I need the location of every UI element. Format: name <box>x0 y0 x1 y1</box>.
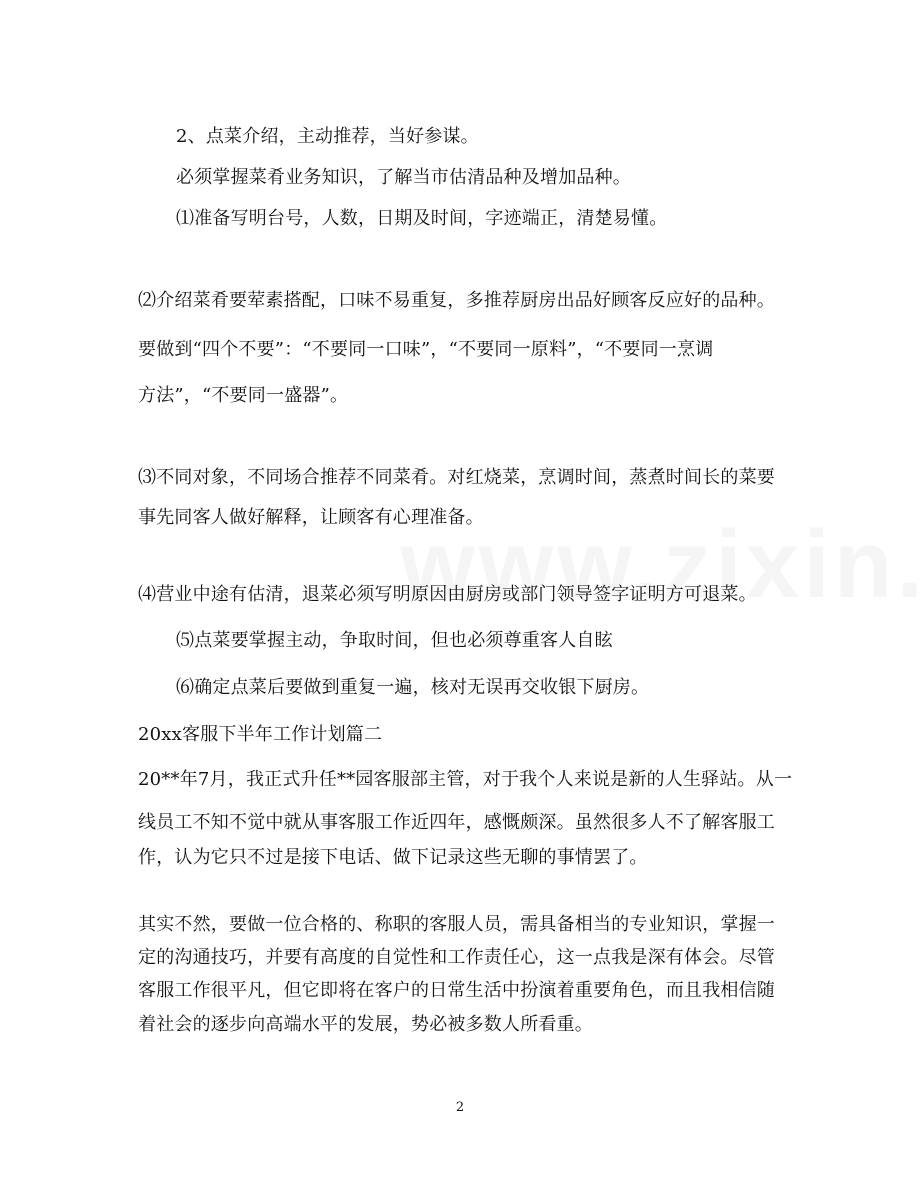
text-line: 作，认为它只不过是接下电话、做下记录这些无聊的事情罢了。 <box>138 847 648 868</box>
text-line: 其实不然，要做一位合格的、称职的客服人员，需具备相当的专业知识，掌握一 <box>138 914 775 935</box>
text-line: ⑵介绍菜肴要荤素搭配，口味不易重复，多推荐厨房出品好顾客反应好的品种。 <box>138 290 775 311</box>
section-heading: 20xx客服下半年工作计划篇二 <box>138 724 383 745</box>
text-line: ⑴准备写明台号，人数，日期及时间，字迹端正，清楚易懂。 <box>176 208 668 229</box>
text-line: 着社会的逐步向高端水平的发展，势必被多数人所看重。 <box>138 1014 593 1035</box>
text-line: 事先同客人做好解释，让顾客有心理准备。 <box>138 507 484 528</box>
text-line: 必须掌握菜肴业务知识，了解当市估清品种及增加品种。 <box>176 167 631 188</box>
text-line: ⑷营业中途有估清，退菜必须写明原因由厨房或部门领导签字证明方可退菜。 <box>138 584 757 605</box>
text-line: 2、点菜介绍，主动推荐，当好参谋。 <box>176 126 479 147</box>
text-line: 客服工作很平凡，但它即将在客户的日常生活中扮演着重要角色，而且我相信随 <box>138 980 775 1001</box>
text-line: ⑶不同对象，不同场合推荐不同菜肴。对红烧菜，烹调时间，蒸煮时间长的菜要 <box>138 467 775 488</box>
text-line: ⑸点菜要掌握主动，争取时间，但也必须尊重客人自眩 <box>176 630 613 651</box>
page-number: 2 <box>455 1100 465 1115</box>
text-line: 方法”，“不要同一盛器”。 <box>138 385 349 406</box>
text-line: 定的沟通技巧，并要有高度的自觉性和工作责任心，这一点我是深有体会。尽管 <box>138 947 775 968</box>
text-line: 要做到“四个不要”：“不要同一口味”，“不要同一原料”，“不要同一烹调 <box>138 339 714 360</box>
text-line: 线员工不知不觉中就从事客服工作近四年，感慨颇深。虽然很多人不了解客服工 <box>138 812 775 833</box>
text-line: ⑹确定点菜后要做到重复一遍，核对无误再交收银下厨房。 <box>176 677 650 698</box>
text-line: 20**年7月，我正式升任**园客服部主管，对于我个人来说是新的人生驿站。从一 <box>138 769 793 790</box>
